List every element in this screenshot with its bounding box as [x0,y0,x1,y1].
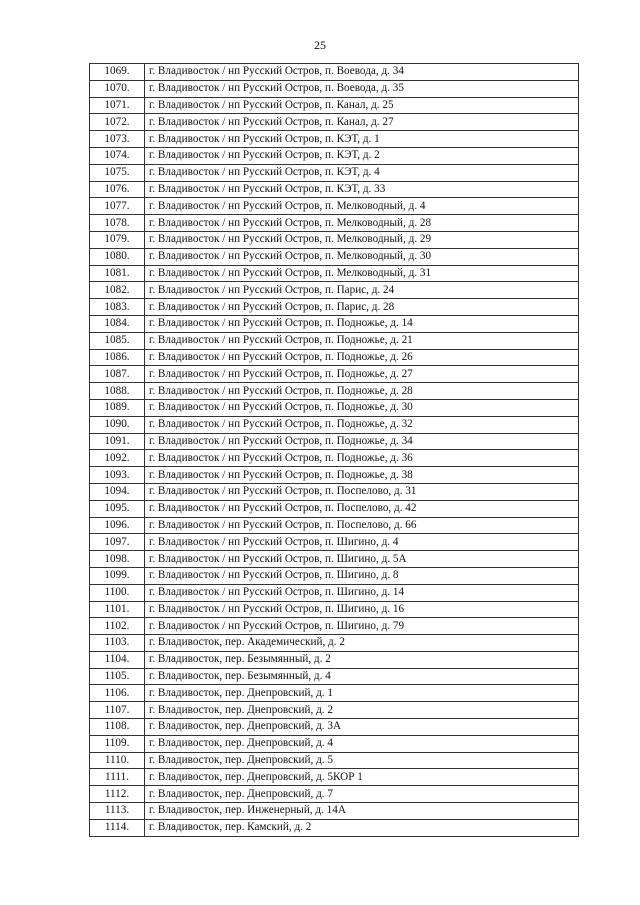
row-number: 1095. [90,500,145,517]
row-number: 1073. [90,131,145,148]
row-number: 1089. [90,399,145,416]
table-row [90,366,579,383]
table-row [90,164,579,181]
table-row [90,131,579,148]
row-number: 1092. [90,450,145,467]
table-row [90,584,579,601]
row-address: г. Владивосток / нп Русский Остров, п. Мелководный, д. 31 [145,265,579,282]
table-row [90,97,579,114]
row-address: г. Владивосток / нп Русский Остров, п. Шигино, д. 4 [145,534,579,551]
row-address: г. Владивосток / нп Русский Остров, п. Шигино, д. 5А [145,551,579,568]
row-number: 1070. [90,80,145,97]
table-row [90,147,579,164]
row-address: г. Владивосток / нп Русский Остров, п. Поспелово, д. 66 [145,517,579,534]
row-address: г. Владивосток, пер. Днепровский, д. 7 [145,786,579,803]
table-row [90,349,579,366]
row-number: 1109. [90,735,145,752]
row-address: г. Владивосток, пер. Днепровский, д. 5КОР 1 [145,769,579,786]
table-row [90,685,579,702]
table-row [90,786,579,803]
row-number: 1104. [90,651,145,668]
row-number: 1083. [90,299,145,316]
row-address: г. Владивосток / нп Русский Остров, п. Канал, д. 25 [145,97,579,114]
table-row [90,416,579,433]
row-number: 1082. [90,282,145,299]
row-address: г. Владивосток, пер. Безымянный, д. 2 [145,651,579,668]
table-row [90,467,579,484]
table-row [90,315,579,332]
row-address: г. Владивосток, пер. Днепровский, д. 1 [145,685,579,702]
row-address: г. Владивосток / нп Русский Остров, п. Мелководный, д. 28 [145,215,579,232]
row-address: г. Владивосток / нп Русский Остров, п. Мелководный, д. 29 [145,231,579,248]
row-address: г. Владивосток / нп Русский Остров, п. Подножье, д. 27 [145,366,579,383]
row-number: 1086. [90,349,145,366]
row-address: г. Владивосток / нп Русский Остров, п. Канал, д. 27 [145,114,579,131]
row-address: г. Владивосток / нп Русский Остров, п. Подножье, д. 21 [145,332,579,349]
row-address: г. Владивосток, пер. Днепровский, д. 4 [145,735,579,752]
row-number: 1084. [90,315,145,332]
row-number: 1099. [90,567,145,584]
row-address: г. Владивосток / нп Русский Остров, п. Шигино, д. 79 [145,618,579,635]
table-row [90,383,579,400]
table-row [90,64,579,81]
row-address: г. Владивосток, пер. Камский, д. 2 [145,819,579,836]
row-address: г. Владивосток / нп Русский Остров, п. Парис, д. 28 [145,299,579,316]
row-number: 1078. [90,215,145,232]
row-number: 1112. [90,786,145,803]
row-address: г. Владивосток / нп Русский Остров, п. Воевода, д. 35 [145,80,579,97]
row-address: г. Владивосток / нп Русский Остров, п. Поспелово, д. 42 [145,500,579,517]
table-row [90,299,579,316]
row-number: 1103. [90,635,145,652]
row-address: г. Владивосток / нп Русский Остров, п. Мелководный, д. 4 [145,198,579,215]
table-row [90,702,579,719]
row-number: 1080. [90,248,145,265]
row-number: 1107. [90,702,145,719]
table-row [90,819,579,836]
table-row [90,332,579,349]
table-row [90,181,579,198]
table-row [90,114,579,131]
table-row [90,248,579,265]
row-number: 1105. [90,668,145,685]
table-row [90,483,579,500]
row-address: г. Владивосток / нп Русский Остров, п. КЭТ, д. 4 [145,164,579,181]
row-number: 1087. [90,366,145,383]
table-row [90,635,579,652]
row-number: 1069. [90,64,145,81]
row-address: г. Владивосток / нп Русский Остров, п. Подножье, д. 26 [145,349,579,366]
table-row [90,719,579,736]
row-address: г. Владивосток / нп Русский Остров, п. Подножье, д. 14 [145,315,579,332]
row-number: 1088. [90,383,145,400]
row-address: г. Владивосток, пер. Днепровский, д. 5 [145,752,579,769]
row-address: г. Владивосток, пер. Безымянный, д. 4 [145,668,579,685]
row-address: г. Владивосток, пер. Днепровский, д. 3А [145,719,579,736]
row-address: г. Владивосток / нп Русский Остров, п. Подножье, д. 32 [145,416,579,433]
row-number: 1077. [90,198,145,215]
table-row [90,651,579,668]
table-row [90,265,579,282]
row-number: 1075. [90,164,145,181]
row-number: 1100. [90,584,145,601]
row-number: 1098. [90,551,145,568]
table-row [90,534,579,551]
table-row [90,282,579,299]
address-table-body [90,64,579,837]
row-address: г. Владивосток / нп Русский Остров, п. Подножье, д. 38 [145,467,579,484]
table-row [90,735,579,752]
row-address: г. Владивосток / нп Русский Остров, п. Подножье, д. 30 [145,399,579,416]
table-row [90,752,579,769]
row-address: г. Владивосток / нп Русский Остров, п. Поспелово, д. 31 [145,483,579,500]
row-number: 1094. [90,483,145,500]
table-row [90,517,579,534]
table-row [90,551,579,568]
row-number: 1108. [90,719,145,736]
row-address: г. Владивосток, пер. Инженерный, д. 14А [145,803,579,820]
table-row [90,450,579,467]
row-number: 1102. [90,618,145,635]
table-row [90,500,579,517]
row-address: г. Владивосток / нп Русский Остров, п. Шигино, д. 16 [145,601,579,618]
row-number: 1079. [90,231,145,248]
row-number: 1096. [90,517,145,534]
row-address: г. Владивосток, пер. Днепровский, д. 2 [145,702,579,719]
address-table [89,63,579,837]
row-address: г. Владивосток / нп Русский Остров, п. Подножье, д. 28 [145,383,579,400]
row-number: 1113. [90,803,145,820]
table-row [90,433,579,450]
row-number: 1101. [90,601,145,618]
row-number: 1114. [90,819,145,836]
table-row [90,215,579,232]
table-row [90,769,579,786]
row-number: 1085. [90,332,145,349]
row-address: г. Владивосток / нп Русский Остров, п. КЭТ, д. 2 [145,147,579,164]
row-address: г. Владивосток / нп Русский Остров, п. Парис, д. 24 [145,282,579,299]
row-address: г. Владивосток / нп Русский Остров, п. Мелководный, д. 30 [145,248,579,265]
table-row [90,231,579,248]
row-address: г. Владивосток / нп Русский Остров, п. КЭТ, д. 33 [145,181,579,198]
table-row [90,618,579,635]
row-address: г. Владивосток / нп Русский Остров, п. Воевода, д. 34 [145,64,579,81]
row-number: 1093. [90,467,145,484]
row-number: 1090. [90,416,145,433]
row-number: 1110. [90,752,145,769]
row-number: 1076. [90,181,145,198]
row-number: 1071. [90,97,145,114]
row-number: 1106. [90,685,145,702]
row-address: г. Владивосток / нп Русский Остров, п. Подножье, д. 34 [145,433,579,450]
row-number: 1081. [90,265,145,282]
table-row [90,668,579,685]
table-row [90,198,579,215]
table-row [90,567,579,584]
row-address: г. Владивосток / нп Русский Остров, п. Шигино, д. 14 [145,584,579,601]
row-address: г. Владивосток / нп Русский Остров, п. Подножье, д. 36 [145,450,579,467]
table-row [90,80,579,97]
row-number: 1097. [90,534,145,551]
table-row [90,803,579,820]
row-number: 1091. [90,433,145,450]
row-number: 1074. [90,147,145,164]
table-row [90,399,579,416]
row-address: г. Владивосток / нп Русский Остров, п. КЭТ, д. 1 [145,131,579,148]
row-address: г. Владивосток / нп Русский Остров, п. Шигино, д. 8 [145,567,579,584]
row-number: 1111. [90,769,145,786]
table-row [90,601,579,618]
row-address: г. Владивосток, пер. Академический, д. 2 [145,635,579,652]
row-number: 1072. [90,114,145,131]
page-number: 25 [314,38,326,52]
